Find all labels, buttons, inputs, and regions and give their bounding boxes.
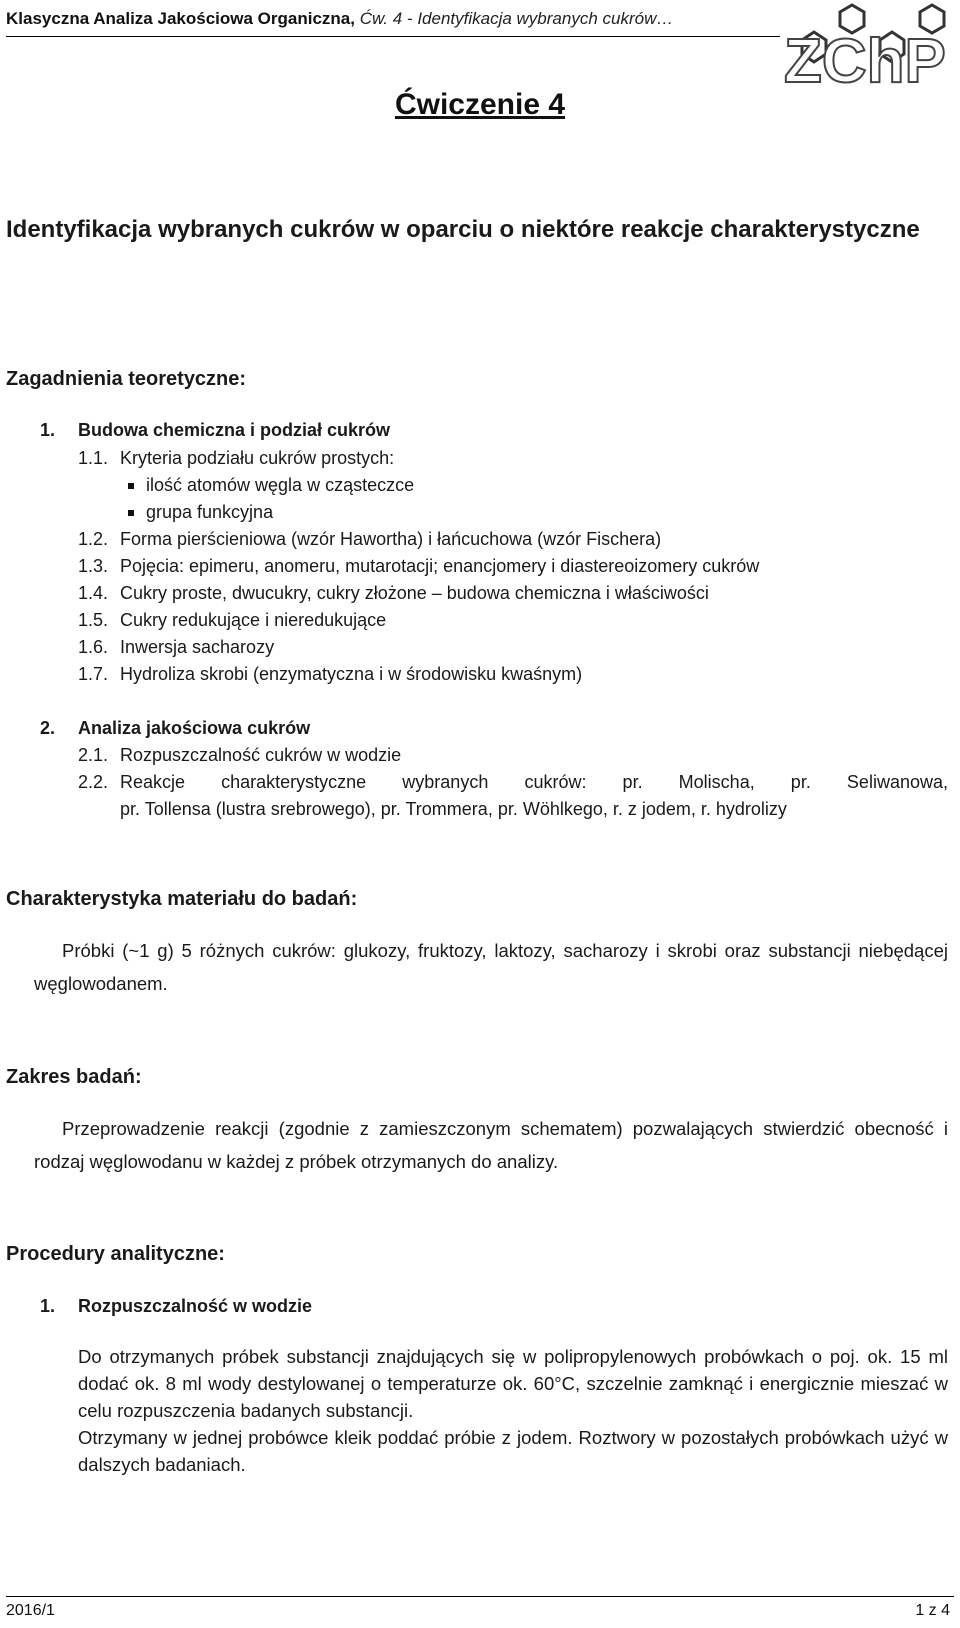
list-item-label: Hydroliza skrobi (enzymatyczna i w środowisku kwaśnym) (120, 664, 583, 684)
section-1-item (40, 420, 390, 441)
section-2-item (40, 718, 310, 739)
list-item-number: 1.4. (78, 583, 109, 603)
bullet-item (128, 502, 273, 523)
list-item (78, 448, 394, 469)
footer-edition: 2016/1 (6, 1602, 55, 1619)
section-2-label: Analiza jakościowa cukrów (78, 718, 311, 738)
zagadnienia-heading: Zagadnienia teoretyczne: (6, 368, 247, 390)
procedury-heading: Procedury analityczne: (6, 1243, 225, 1265)
list-item-number: 1.7. (78, 664, 109, 684)
zakres-paragraph: Przeprowadzenie reakcji (zgodnie z zamieszczonym schematem) pozwalających stwierdzić obecność i rodzaj węglowodanu w każdej z próbek otrzymanych do analizy. (34, 1118, 948, 1172)
footer-rule (6, 1596, 954, 1597)
charakterystyka-heading: Charakterystyka materiału do badań: (6, 888, 358, 910)
procedure-1-paragraph-2: Otrzymany w jednej probówce kleik poddać próbie z jodem. Roztwory w pozostałych probówkach użyć w dalszych badaniach. (78, 1427, 948, 1475)
list-item-number: 1.6. (78, 637, 109, 657)
list-item-label: Cukry proste, dwucukry, cukry złożone – budowa chemiczna i właściwości (120, 583, 709, 603)
main-title: Identyfikacja wybranych cukrów w oparciu o niektóre reakcje charakterystyczne (6, 216, 920, 243)
section-1-label: Budowa chemiczna i podział cukrów (78, 420, 391, 440)
list-item-number: 1.5. (78, 610, 109, 630)
list-item-label: Reakcje charakterystyczne wybranych cukrów: pr. Molischa, pr. Seliwanowa, (120, 772, 948, 792)
list-item-continuation: pr. Tollensa (lustra srebrowego), pr. Trommera, pr. Wöhlkego, r. z jodem, r. hydrolizy (120, 799, 787, 819)
zchp-logo (780, 2, 960, 94)
list-item-number: 1.2. (78, 529, 109, 549)
list-item (78, 529, 661, 550)
list-item (78, 556, 759, 577)
list-item-number: 2.2. (78, 772, 109, 792)
procedure-1-paragraph: Do otrzymanych próbek substancji znajdujących się w polipropylenowych probówkach o poj. ok. 15 ml dodać ok. 8 ml wody destylowanej o temperaturze ok. 60°C, szczelnie zamknąć i energicznie mieszać w celu rozpuszczenia badanych substancji. (78, 1346, 948, 1421)
list-item-number: 2.1. (78, 745, 109, 765)
list-item (78, 745, 401, 766)
list-item (78, 583, 709, 604)
bullet-label: ilość atomów węgla w cząsteczce (146, 475, 415, 495)
header-title-rest: Ćw. 4 - Identyfikacja wybranych cukrów… (354, 9, 674, 28)
zakres-heading: Zakres badań: (6, 1066, 142, 1088)
list-item-label: Inwersja sacharozy (120, 637, 275, 657)
list-item-label: Forma pierścieniowa (wzór Hawortha) i łańcuchowa (wzór Fischera) (120, 529, 662, 549)
list-item (78, 610, 386, 631)
bullet-label: grupa funkcyjna (146, 502, 274, 522)
running-header (6, 9, 673, 29)
list-item (78, 637, 274, 658)
exercise-title: Ćwiczenie 4 (394, 88, 566, 121)
list-item-number: 1.1. (78, 448, 109, 468)
list-item (78, 772, 948, 793)
list-item-label: Cukry redukujące i nieredukujące (120, 610, 387, 630)
square-bullet-icon (128, 510, 134, 516)
bullet-item (128, 475, 414, 496)
zchp-logo-icon (780, 2, 960, 94)
list-item-label: Kryteria podziału cukrów prostych: (120, 448, 395, 468)
procedure-1-item (40, 1296, 312, 1317)
header-title-bold: Klasyczna Analiza Jakościowa Organiczna, (6, 9, 355, 28)
list-item-label: Rozpuszczalność cukrów w wodzie (120, 745, 402, 765)
procedure-1-label: Rozpuszczalność w wodzie (78, 1296, 313, 1316)
section-2-number: 2. (40, 718, 56, 738)
list-item-label: Pojęcia: epimeru, anomeru, mutarotacji; enancjomery i diastereoizomery cukrów (120, 556, 760, 576)
section-1-number: 1. (40, 420, 56, 440)
charakterystyka-paragraph: Próbki (~1 g) 5 różnych cukrów: glukozy, fruktozy, laktozy, sacharozy i skrobi oraz substancji niebędącej węglowodanem. (34, 940, 948, 994)
list-item (78, 664, 582, 685)
logo-wordmark: ZChP (784, 27, 946, 94)
list-item-number: 1.3. (78, 556, 109, 576)
procedure-1-number: 1. (40, 1296, 56, 1316)
square-bullet-icon (128, 483, 134, 489)
footer-page-number: 1 z 4 (915, 1602, 950, 1619)
header-rule (6, 36, 780, 37)
